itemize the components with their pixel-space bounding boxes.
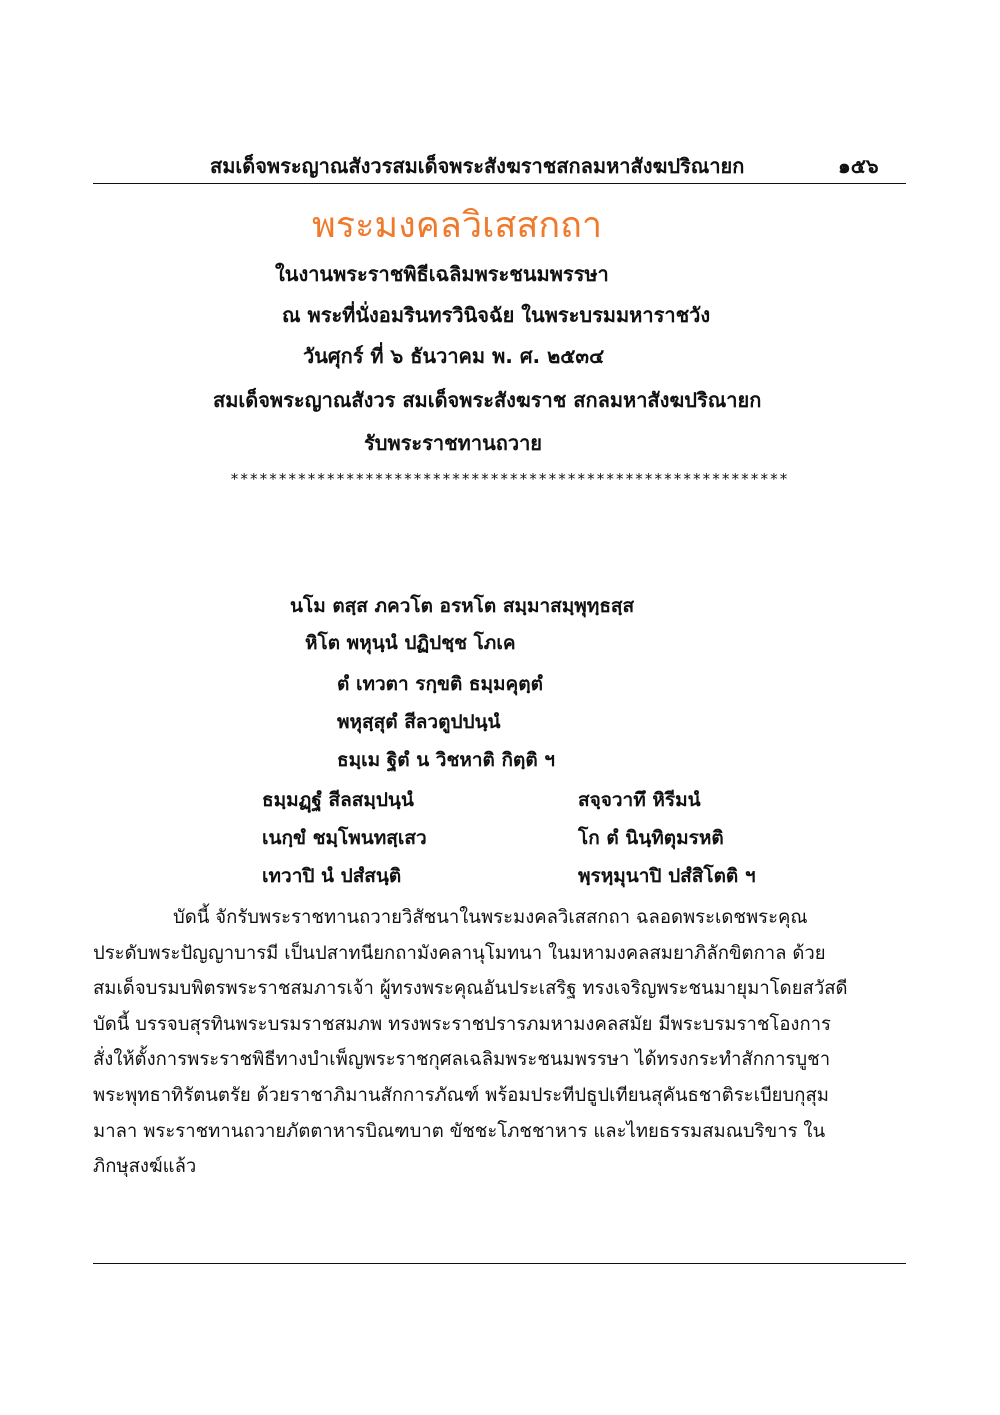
subtitle-line: รับพระราชทานถวาย (364, 431, 543, 455)
body-line: พระพุทธาทิรัตนตรัย ด้วยราชาภิมานสักการภัณฑ์ พร้อมประทีปธูปเทียนสุคันธชาติระเบียบกุสุม (93, 1084, 829, 1106)
verse-line: ธมฺเม ฐิตํ น วิชหาติ กิตฺติ ฯ (337, 749, 555, 771)
subtitle-line: ณ พระที่นั่งอมรินทรวินิจฉัย ในพระบรมมหาราชวัง (282, 303, 711, 327)
body-line: สั่งให้ตั้งการพระราชพิธีทางบำเพ็ญพระราชกุศลเฉลิมพระชนมพรรษา ได้ทรงกระทำสักการบูชา (93, 1049, 831, 1071)
body-line: บัดนี้ จักรับพระราชทานถวายวิสัชนาในพระมงคลวิเสสกถา ฉลอดพระเดชพระคุณ (173, 907, 808, 928)
verse-left: เนกฺขํ ชมฺโพนทสฺเสว (262, 827, 427, 849)
verse-right: โก ตํ นินฺทิตุมรหติ (578, 827, 724, 849)
body-line: ประดับพระปัญญาบารมี เป็นปสาทนียกถามังคลานุโมทนา ในมหามงคลสมยาภิลักขิตกาล ด้วย (93, 942, 826, 964)
verse-left: เทวาปิ นํ ปสํสนฺติ (262, 865, 402, 887)
verse-line: ตํ เทวตา รกฺขติ ธมฺมคุตฺตํ (337, 673, 543, 695)
footer-rule (93, 1263, 906, 1264)
subtitle-line: ในงานพระราชพิธีเฉลิมพระชนมพรรษา (275, 262, 609, 286)
subtitle-line: วันศุกร์ ที่ ๖ ธันวาคม พ. ศ. ๒๕๓๔ (303, 344, 605, 368)
body-line: สมเด็จบรมบพิตรพระราชสมภารเจ้า ผู้ทรงพระคุณอันประเสริฐ ทรงเจริญพระชนมายุมาโดยสวัสดี (93, 978, 848, 1000)
verse-line: หิโต พหุนฺนํ ปฏิปชฺช โภเค (305, 632, 516, 654)
body-line: ภิกษุสงฆ์แล้ว (93, 1156, 197, 1178)
verse-left: ธมฺมฏฺฐํ สีลสมฺปนฺนํ (262, 789, 414, 811)
page-title: พระมงคลวิเสสกถา (312, 205, 603, 246)
running-header: สมเด็จพระญาณสังวรสมเด็จพระสังฆราชสกลมหาสังฆปริณายก (210, 154, 745, 178)
subtitle-line: สมเด็จพระญาณสังวร สมเด็จพระสังฆราช สกลมหาสังฆปริณายก (213, 388, 762, 412)
verse-right: พฺรหฺมุนาปิ ปสํสิโตติ ฯ (578, 865, 756, 887)
header-rule (93, 183, 906, 184)
verse-line: พหุสฺสุตํ สีลวตูปปนฺนํ (337, 711, 501, 733)
body-paragraph (93, 900, 906, 1185)
page-number: ๑๕๖ (838, 154, 879, 178)
body-line: มาลา พระราชทานถวายภัตตาหารบิณฑบาต ขัชชะโภชชาหาร และไทยธรรมสมณบริขาร ใน (93, 1120, 826, 1142)
body-line: บัดนี้ บรรจบสุรทินพระบรมราชสมภพ ทรงพระราชปรารภมหามงคลสมัย มีพระบรมราชโองการ (93, 1013, 831, 1035)
verse-right: สจฺจวาทึ หิรีมนํ (578, 789, 701, 811)
verse-line: นโม ตสฺส ภควโต อรหโต สมฺมาสมฺพุทฺธสฺส (290, 595, 635, 617)
separator-stars: ********************************************************** (230, 470, 789, 488)
